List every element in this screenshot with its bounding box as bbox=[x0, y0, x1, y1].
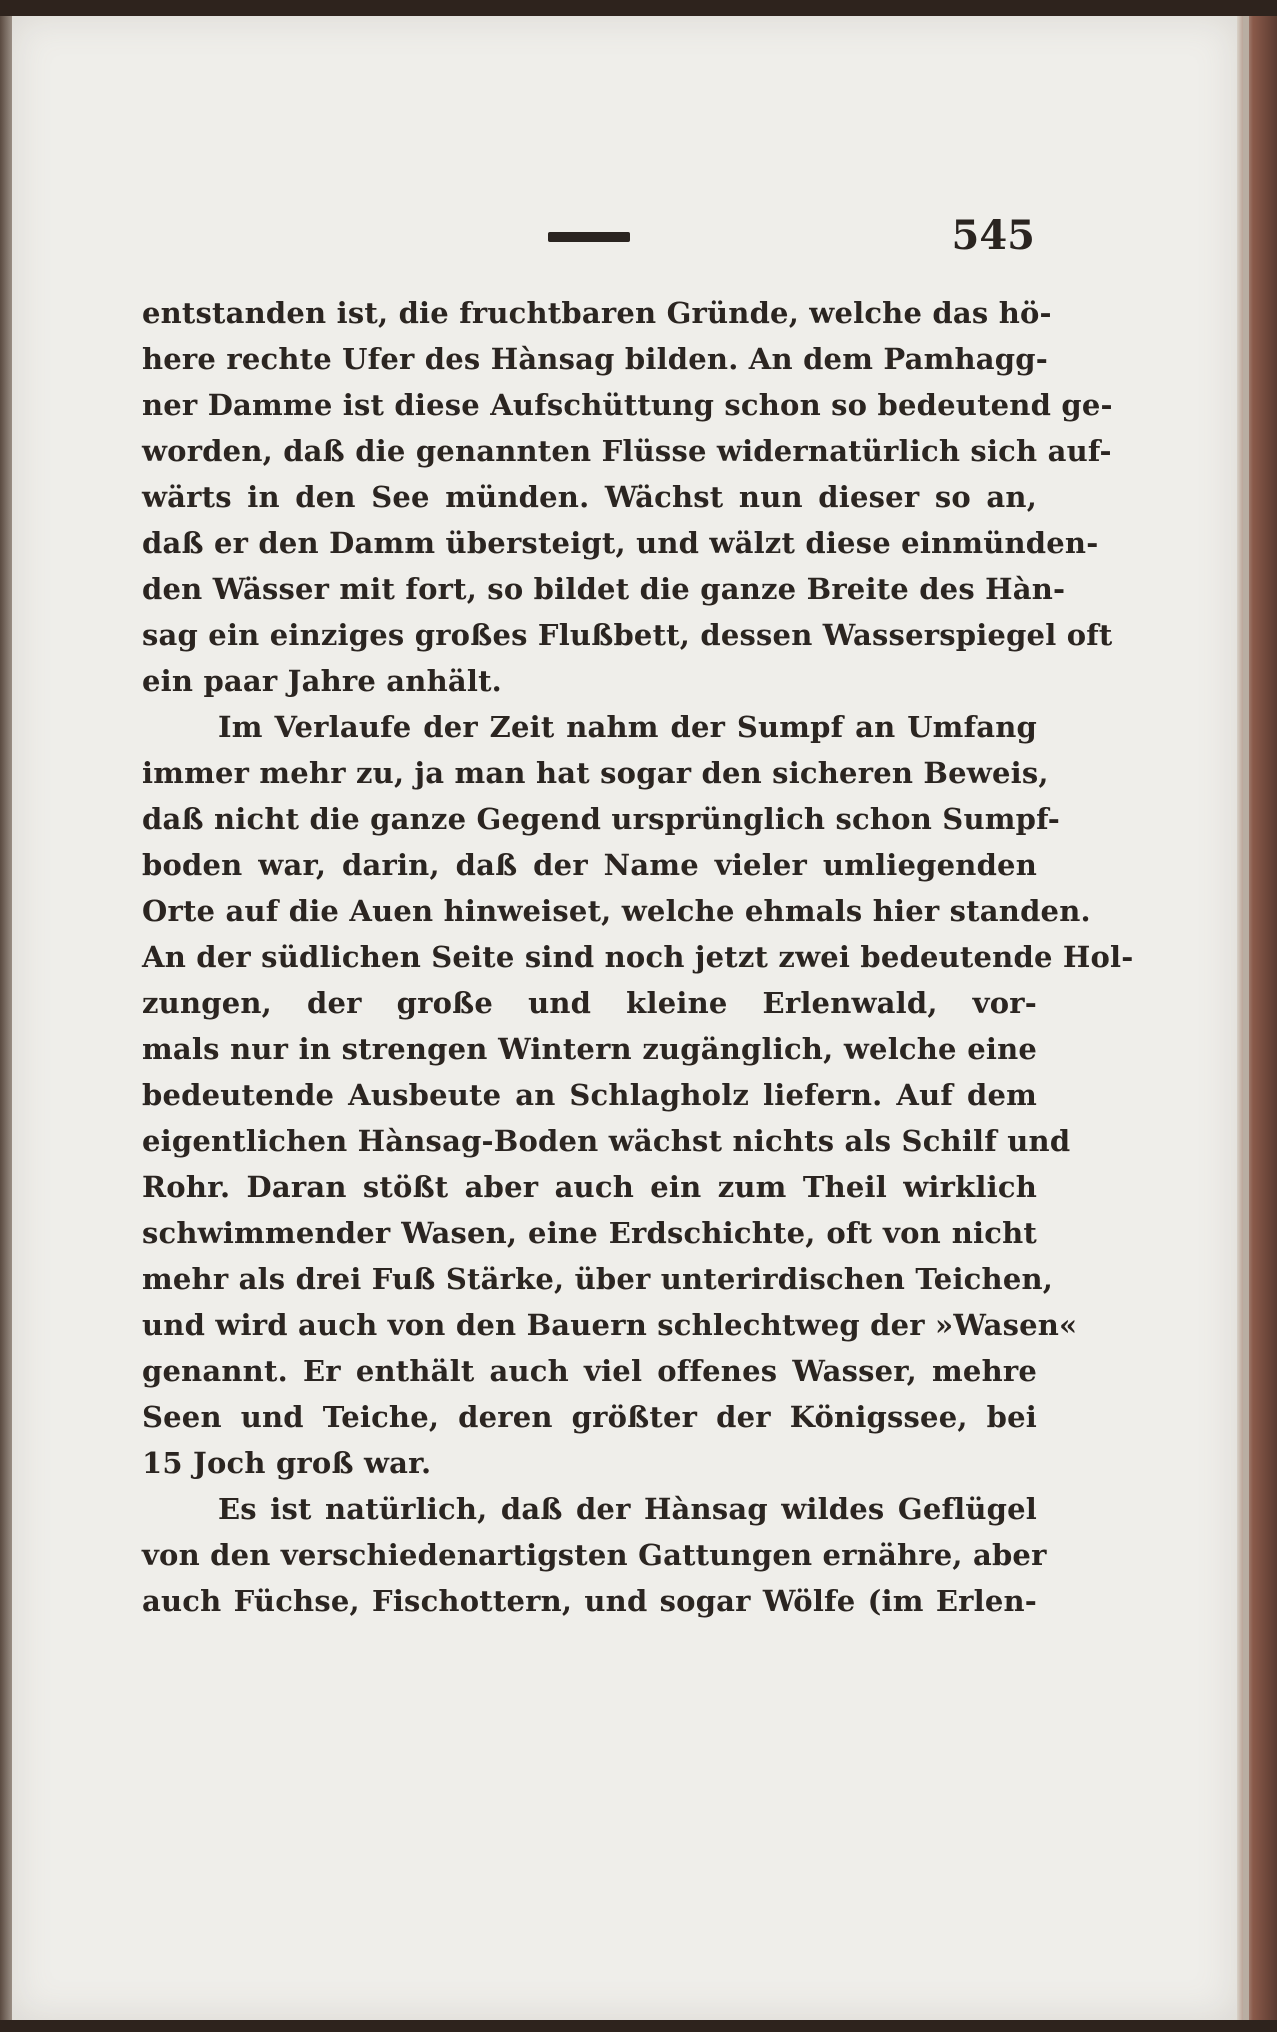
text-line: here rechte Ufer des Hànsag bilden. An dem Pamhagg- bbox=[142, 342, 1048, 376]
text-line: Orte auf die Auen hinweiset, welche ehmals hier standen. bbox=[142, 894, 1091, 928]
text-line: Rohr. Daran stößt aber auch ein zum Theil wirklich bbox=[142, 1170, 1037, 1204]
text-line: immer mehr zu, ja man hat sogar den sicheren Beweis, bbox=[142, 756, 1049, 790]
text-line: wärts in den See münden. Wächst nun dieser so an, bbox=[142, 480, 1037, 514]
text-line: genannt. Er enthält auch viel offenes Wasser, mehre bbox=[142, 1354, 1037, 1388]
text-line: auch Füchse, Fischottern, und sogar Wölfe (im Erlen- bbox=[142, 1584, 1037, 1618]
text-line: sag ein einziges großes Flußbett, dessen Wasserspiegel oft bbox=[142, 618, 1113, 652]
text-line: 15 Joch groß war. bbox=[142, 1446, 432, 1480]
text-line: eigentlichen Hànsag-Boden wächst nichts als Schilf und bbox=[142, 1124, 1071, 1158]
text-line: schwimmender Wasen, eine Erdschichte, oft von nicht bbox=[142, 1216, 1037, 1250]
text-line: An der südlichen Seite sind noch jetzt zwei bedeutende Hol- bbox=[142, 940, 1134, 974]
text-line: mehr als drei Fuß Stärke, über unterirdischen Teichen, bbox=[142, 1262, 1054, 1296]
text-line: Seen und Teiche, deren größter der Königssee, bei bbox=[142, 1400, 1037, 1434]
page-number: 545 bbox=[951, 212, 1035, 259]
text-line: Im Verlaufe der Zeit nahm der Sumpf an Umfang bbox=[218, 710, 1037, 744]
text-line: worden, daß die genannten Flüsse widernatürlich sich auf- bbox=[142, 434, 1112, 468]
text-line: bedeutende Ausbeute an Schlagholz liefern. Auf dem bbox=[142, 1078, 1037, 1112]
text-line: boden war, darin, daß der Name vieler umliegenden bbox=[142, 848, 1037, 882]
text-line: den Wässer mit fort, so bildet die ganze Breite des Hàn- bbox=[142, 572, 1066, 606]
text-line: zungen, der große und kleine Erlenwald, vor- bbox=[142, 986, 1037, 1020]
body-text bbox=[142, 290, 1134, 1624]
text-line: von den verschiedenartigsten Gattungen ernähre, aber bbox=[142, 1538, 1047, 1572]
page-stack-edge bbox=[1243, 16, 1249, 2020]
text-line: entstanden ist, die fruchtbaren Gründe, welche das hö- bbox=[142, 296, 1052, 330]
text-line: und wird auch von den Bauern schlechtweg der »Wasen« bbox=[142, 1308, 1078, 1342]
page-edge-left bbox=[0, 16, 12, 2020]
text-line: ein paar Jahre anhält. bbox=[142, 664, 502, 698]
text-line: daß er den Damm übersteigt, und wälzt diese einmünden- bbox=[142, 526, 1099, 560]
text-line: Es ist natürlich, daß der Hànsag wildes Geflügel bbox=[218, 1492, 1037, 1526]
header-rule bbox=[548, 232, 630, 242]
text-line: mals nur in strengen Wintern zugänglich, welche eine bbox=[142, 1032, 1037, 1066]
text-line: ner Damme ist diese Aufschüttung schon so bedeutend ge- bbox=[142, 388, 1113, 422]
text-line: daß nicht die ganze Gegend ursprünglich schon Sumpf- bbox=[142, 802, 1060, 836]
